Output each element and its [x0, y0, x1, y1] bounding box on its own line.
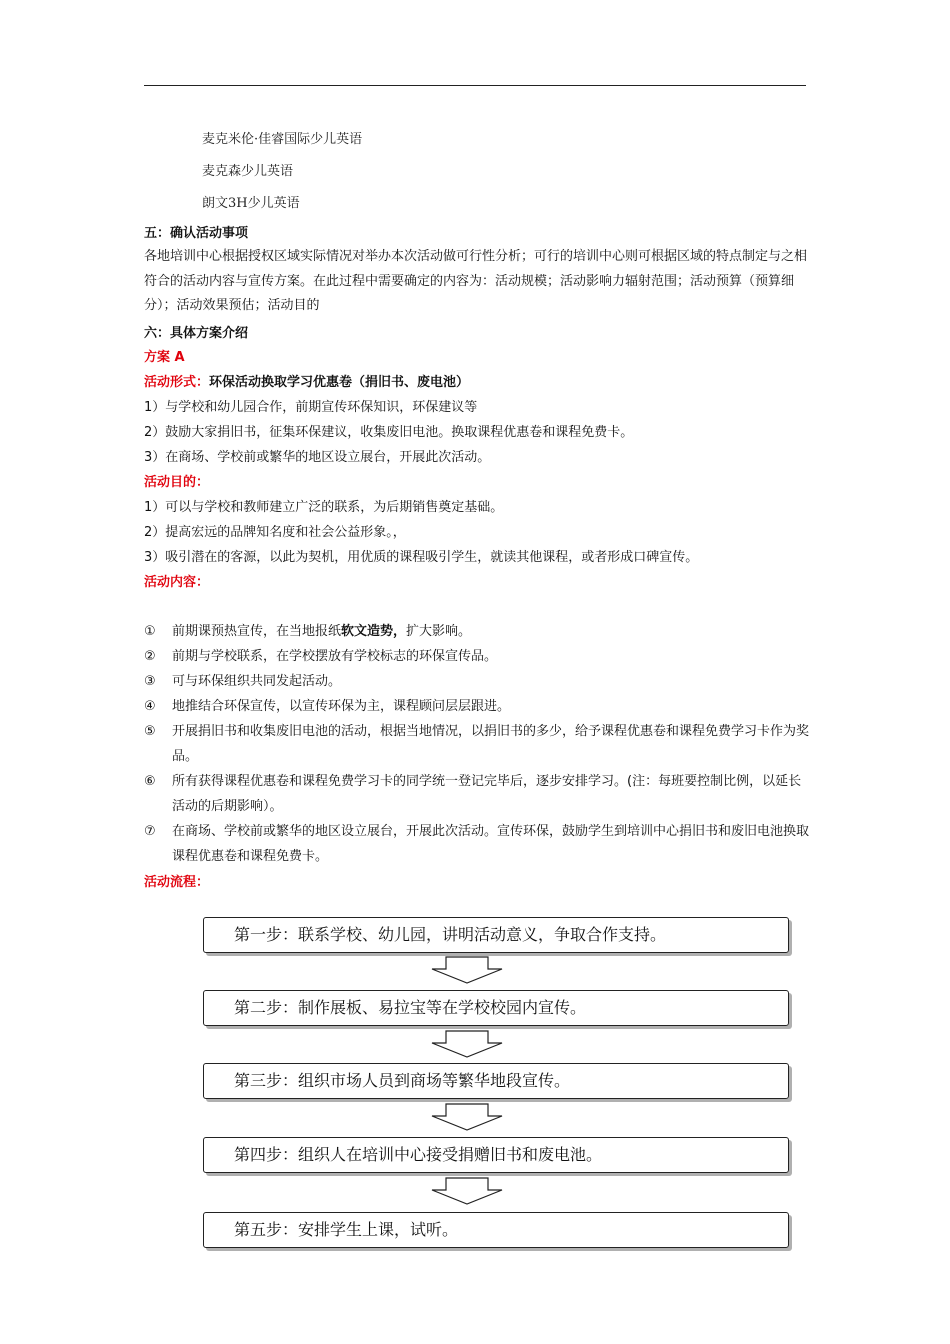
down-arrow-icon: [430, 1030, 504, 1058]
form-item: 3）在商场、学校前或繁华的地区设立展台，开展此次活动。: [144, 450, 491, 465]
content-item: 地推结合环保宣传，以宣传环保为主，课程顾问层层跟进。: [172, 699, 511, 714]
content-emphasis: 软文造势，: [341, 624, 407, 639]
plan-label: 方案 A: [144, 350, 185, 365]
content-marker: ④: [144, 699, 156, 714]
form-row: [144, 374, 469, 392]
section6-heading: 六：具体方案介绍: [144, 326, 249, 341]
content-marker: ⑦: [144, 824, 156, 839]
brand-item: 麦克森少儿英语: [202, 164, 294, 179]
content-marker: ①: [144, 624, 156, 639]
flow-step-4: 第四步：组织人在培训中心接受捐赠旧书和废电池。: [203, 1137, 789, 1173]
content-marker: ⑤: [144, 724, 156, 739]
content-item: 所有获得课程优惠卷和课程免费学习卡的同学统一登记完毕后，逐步安排学习。(注：每班要控制比例，以延长活动的后期影响）。: [172, 774, 802, 814]
flow-step-2: 第二步：制作展板、易拉宝等在学校校园内宣传。: [203, 990, 789, 1026]
down-arrow-icon: [430, 956, 504, 984]
down-arrow-icon: [430, 1177, 504, 1205]
goal-item: 3）吸引潜在的客源，以此为契机，用优质的课程吸引学生，就读其他课程，或者形成口碑宣传。: [144, 550, 699, 565]
flow-step-1: 第一步：联系学校、幼儿园，讲明活动意义，争取合作支持。: [203, 917, 789, 953]
down-arrow-icon: [430, 1103, 504, 1131]
form-item: 1）与学校和幼儿园合作，前期宣传环保知识，环保建议等: [144, 400, 478, 415]
content-marker: ③: [144, 674, 156, 689]
goal-label: 活动目的：: [144, 475, 210, 490]
content-marker: ②: [144, 649, 156, 664]
section5-heading: 五：确认活动事项: [144, 226, 249, 241]
section5-body: 各地培训中心根据授权区域实际情况对举办本次活动做可行性分析；可行的培训中心则可根据区域的特点制定与之相符合的活动内容与宣传方案。在此过程中需要确定的内容为：活动规模；活动影响力辐射范围；活动预算（预算细分）；活动效果预估；活动目的: [144, 249, 808, 313]
content-item: 开展捐旧书和收集废旧电池的活动，根据当地情况，以捐旧书的多少，给予课程优惠卷和课程免费学习卡作为奖品。: [172, 724, 810, 764]
form-label: 活动形式：: [144, 375, 210, 390]
content-marker: ⑥: [144, 774, 156, 789]
content-item: 前期与学校联系，在学校摆放有学校标志的环保宣传品。: [172, 649, 498, 664]
flow-step-3: 第三步：组织市场人员到商场等繁华地段宣传。: [203, 1063, 789, 1099]
content-item: 可与环保组织共同发起活动。: [172, 674, 342, 689]
flow-step-5: 第五步：安排学生上课，试听。: [203, 1212, 789, 1248]
content-label: 活动内容：: [144, 575, 210, 590]
content-item: 前期课预热宣传，在当地报纸软文造势，扩大影响。: [172, 624, 472, 639]
header-rule: [144, 85, 806, 86]
form-value: 环保活动换取学习优惠卷（捐旧书、废电池）: [209, 375, 470, 390]
flow-label: 活动流程：: [144, 875, 210, 890]
goal-item: 1）可以与学校和教师建立广泛的联系，为后期销售奠定基础。: [144, 500, 504, 515]
brand-item: 朗文3H少儿英语: [202, 196, 300, 211]
content-item: 在商场、学校前或繁华的地区设立展台，开展此次活动。宣传环保，鼓励学生到培训中心捐旧书和废旧电池换取课程优惠卷和课程免费卡。: [172, 824, 810, 864]
form-item: 2）鼓励大家捐旧书，征集环保建议，收集废旧电池。换取课程优惠卷和课程免费卡。: [144, 425, 634, 440]
brand-item: 麦克米伦·佳睿国际少儿英语: [202, 132, 363, 147]
goal-item: 2）提高宏远的品牌知名度和社会公益形象。，: [144, 525, 406, 540]
